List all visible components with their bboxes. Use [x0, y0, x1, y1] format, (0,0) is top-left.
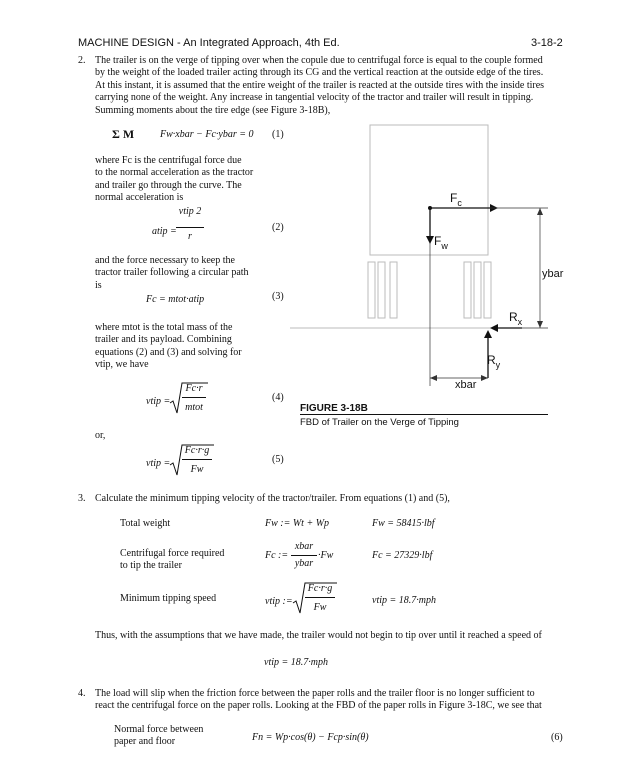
equation-3: Fc = mtot·atip [146, 294, 205, 305]
equation-5-numerator: Fc·r·g [184, 445, 210, 456]
intro-line: The trailer is on the verge of tipping over when the copule due to centrifugal force is equal to the couple formed [95, 55, 543, 66]
result-centrifugal: Fc = 27329·lbf [372, 550, 433, 561]
text-line: where mtot is the total mass of the [95, 322, 233, 333]
fw-arrowhead [426, 236, 434, 244]
label-xbar: xbar [455, 379, 477, 391]
figure-caption-title: FIGURE 3-18B [300, 403, 548, 415]
or-text: or, [95, 430, 106, 441]
item-3-intro: Calculate the minimum tipping velocity of the tractor/trailer. From equations (1) and (5), [95, 493, 450, 504]
tire [378, 262, 385, 318]
result-tipping-speed: vtip = 18.7·mph [372, 595, 436, 606]
item-4-text [95, 688, 575, 713]
equation-1: Fw·xbar − Fc·ybar = 0 [160, 129, 254, 140]
text-line: normal acceleration is [95, 192, 184, 204]
equation-1-number: (1) [272, 129, 284, 140]
item-2-intro [95, 55, 575, 117]
rx-arrowhead [490, 324, 498, 332]
text-line: tractor trailer following a circular path [95, 267, 249, 279]
paragraph-centrifugal [95, 155, 275, 205]
equation-5-number: (5) [272, 454, 284, 465]
figure-3-18b-diagram [290, 118, 580, 400]
dim-arrowhead [430, 375, 437, 381]
intro-line: At this instant, it is assumed that the entire weight of the trailer is reacted at the outside tires with the inside tires [95, 79, 545, 91]
label-ybar: ybar [542, 268, 564, 280]
fraction-bar [182, 397, 206, 398]
intro-line: carrying none of the weight. Any increase in tangential velocity of the tractor and trailer will result in tipping. [95, 92, 534, 104]
tire [368, 262, 375, 318]
sum-moments-symbol: Σ M [112, 127, 135, 141]
tire [474, 262, 481, 318]
text-line: and trailer go through the curve. The [95, 179, 242, 191]
page-number: 3-18-2 [531, 37, 563, 49]
formula-centrifugal-lhs: Fc := [265, 550, 289, 561]
item-4-number: 4. [78, 688, 86, 699]
fraction-bar [305, 597, 335, 598]
equation-2-lhs: atip = [152, 226, 177, 237]
text-line: where Fc is the centrifugal force due [95, 155, 242, 166]
equation-4-number: (4) [272, 392, 284, 403]
formula-centrifugal-numerator: xbar [294, 541, 314, 552]
paragraph-force [95, 255, 275, 292]
row-label-tipping-speed: Minimum tipping speed [120, 593, 217, 604]
label-ry: $R_y$ [487, 353, 501, 370]
text-line: Centrifugal force required [120, 548, 225, 559]
text-line: trailer and its payload. Combining [95, 334, 232, 346]
text-line: The load will slip when the friction force between the paper rolls and the trailer floor is no longer sufficient to [95, 688, 535, 699]
text-line: is [95, 279, 102, 291]
equation-2-numerator: vtip 2 [178, 206, 202, 217]
label-fc: $F_c$ [450, 191, 462, 208]
label-rx: $R_x$ [509, 310, 523, 327]
formula-tipping-lhs: vtip := [265, 596, 293, 607]
equation-6-number: (6) [551, 732, 563, 743]
formula-centrifugal-denominator: ybar [294, 558, 314, 569]
equation-4-numerator: Fc·r [185, 383, 203, 394]
text-line: and the force necessary to keep the [95, 255, 235, 266]
dim-arrowhead [481, 375, 488, 381]
equation-4-denominator: mtot [185, 402, 203, 413]
conclusion-text: Thus, with the assumptions that we have made, the trailer would not begin to tip over until it reached a speed of [95, 630, 542, 641]
equation-6: Fn = Wp·cos(θ) − Fcp·sin(θ) [252, 732, 369, 743]
equation-2-denominator: r [188, 231, 192, 242]
fraction-bar [176, 227, 204, 228]
formula-total-weight: Fw := Wt + Wp [265, 518, 330, 529]
text-line: Normal force between [114, 724, 204, 735]
dim-arrowhead [537, 208, 543, 215]
text-line: paper and floor [114, 736, 176, 748]
intro-line: Summing moments about the tire edge (see Figure 3-18B), [95, 104, 331, 116]
text-line: vtip, we have [95, 359, 149, 371]
ry-arrowhead [484, 330, 492, 338]
row-label-centrifugal [120, 548, 224, 573]
result-total-weight: Fw = 58415·lbf [372, 518, 435, 529]
trailer-body [370, 125, 488, 255]
running-header-title: MACHINE DESIGN - An Integrated Approach, 4th Ed. [78, 37, 340, 49]
text-line: equations (2) and (3) and solving for [95, 346, 242, 358]
dim-arrowhead [537, 321, 543, 328]
text-line: to the normal acceleration as the tractor [95, 167, 254, 179]
row-label-total-weight: Total weight [120, 518, 171, 529]
tire [390, 262, 397, 318]
normal-force-label [114, 724, 203, 749]
formula-tipping-numerator: Fc·r·g [307, 583, 333, 594]
tire [484, 262, 491, 318]
text-line: react the centrifugal force on the paper rolls. Looking at the FBD of the paper rolls in Figure 3-18C, we see that [95, 700, 542, 712]
equation-3-number: (3) [272, 291, 284, 302]
formula-centrifugal-tail: ·Fw [318, 550, 334, 561]
fraction-bar [182, 459, 212, 460]
item-2-number: 2. [78, 55, 86, 66]
item-3-number: 3. [78, 493, 86, 504]
equation-5-denominator: Fw [190, 464, 204, 475]
formula-tipping-denominator: Fw [313, 602, 327, 613]
tire [464, 262, 471, 318]
final-tipping-speed: vtip = 18.7·mph [264, 657, 328, 668]
intro-line: by the weight of the loaded trailer acting through its CG and the vertical reaction at the outside edge of the tires. [95, 67, 544, 79]
paragraph-mass [95, 322, 275, 372]
equation-4-lhs: vtip = [146, 396, 171, 407]
figure-caption-text: FBD of Trailer on the Verge of Tipping [300, 417, 459, 428]
text-line: to tip the trailer [120, 560, 182, 572]
fraction-bar [291, 555, 317, 556]
cg-point [428, 206, 432, 210]
equation-2-number: (2) [272, 222, 284, 233]
label-fw: $F_w$ [434, 234, 448, 251]
equation-5-lhs: vtip = [146, 458, 171, 469]
